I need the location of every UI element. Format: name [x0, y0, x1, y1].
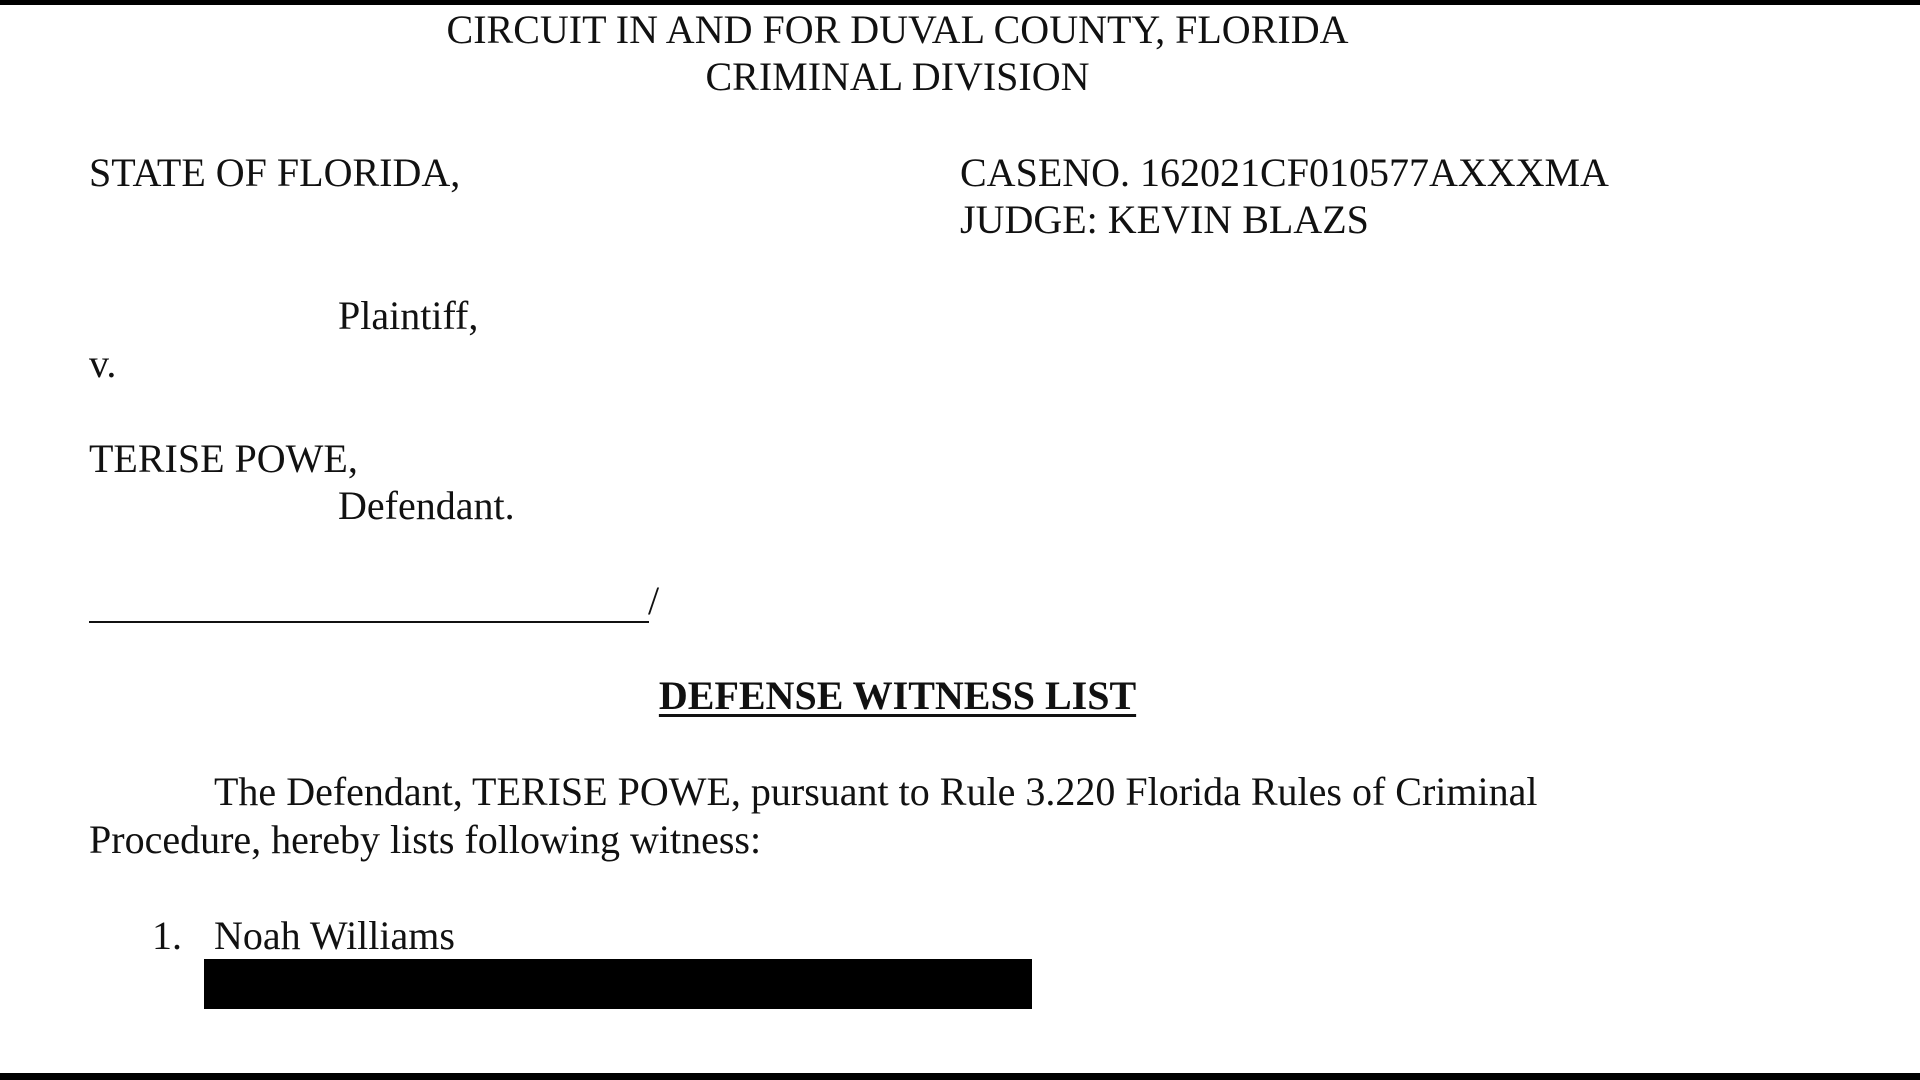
redacted-witness-details [204, 959, 1032, 1009]
court-header-line2: CRIMINAL DIVISION [705, 54, 1090, 99]
bottom-border [0, 1073, 1920, 1080]
plaintiff-role: Plaintiff, [338, 293, 479, 338]
intro-paragraph-line1: The Defendant, TERISE POWE, pursuant to Rule 3.220 Florida Rules of Criminal [214, 769, 1538, 814]
case-number: CASENO. 162021CF010577AXXXMA [960, 150, 1609, 195]
defendant-role: Defendant. [338, 483, 515, 528]
document-title: DEFENSE WITNESS LIST [658, 673, 1137, 718]
top-border [0, 0, 1920, 5]
versus-label: v. [89, 341, 117, 386]
caption-signature-line [89, 621, 649, 623]
court-header-line1: CIRCUIT IN AND FOR DUVAL COUNTY, FLORIDA [446, 7, 1349, 52]
witness-number: 1. [152, 913, 182, 958]
intro-paragraph-line2: Procedure, hereby lists following witness: [89, 817, 762, 862]
witness-name: Noah Williams [214, 913, 455, 958]
defendant-name: TERISE POWE, [89, 436, 358, 481]
caption-slash: / [648, 578, 660, 623]
judge-name: JUDGE: KEVIN BLAZS [960, 197, 1369, 242]
plaintiff-name: STATE OF FLORIDA, [89, 150, 461, 195]
